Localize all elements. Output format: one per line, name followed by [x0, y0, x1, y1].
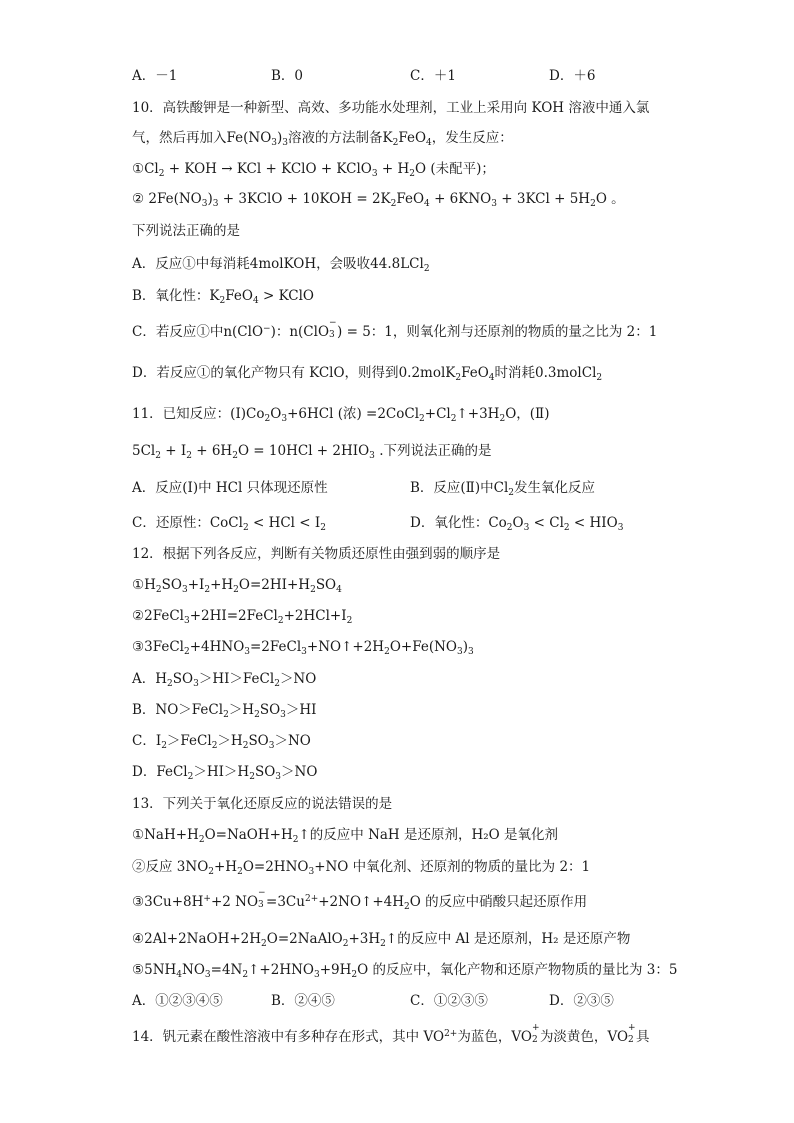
q13-option-b: B．②④⑤ — [271, 993, 335, 1009]
q12-reaction-2: $②2FeCl_3+2HI=2FeCl_2+2HCl+I_2$ — [132, 608, 353, 626]
q12-option-c: C．$I_2>FeCl_2>H_2SO_3>NO$ — [132, 733, 311, 751]
q11-stem-line2: $5Cl_2 + I_2 + 6H_2O = 10HCl + 2HIO_3$ .下列说法正确的是 — [132, 443, 492, 461]
q10-option-a: A．反应①中每消耗4molKOH，会吸收44.8LCl$_2$ — [132, 256, 430, 274]
q12-option-b: B．$NO>FeCl_2>H_2SO_3>HI$ — [132, 702, 317, 720]
q10-option-c: C．若反应①中n(ClO−)：n(ClO − 3 ) = 5：1，则氧化剂与还原剂的物质的量之比为 2：1 — [132, 318, 658, 340]
q11-option-a: A．反应(Ⅰ)中 HCl 只体现还原性 — [132, 480, 328, 496]
q12-stem: 12．根据下列各反应，判断有关物质还原性由强到弱的顺序是 — [132, 546, 501, 562]
q11-option-b: B．反应(Ⅱ)中$Cl_2$发生氧化反应 — [410, 480, 596, 498]
q10-reaction-1: $①Cl_2$ + KOH → KCl + KClO + KClO$_3$ + $H_2O$ (未配平)； — [132, 161, 495, 179]
q10-option-b: B．氧化性：$K_2FeO_4$ > KClO — [132, 288, 315, 306]
q12-reaction-3: $③3FeCl_2+4HNO_3=2FeCl_3+NO↑+2H_2O+Fe(NO_3)_3$ — [132, 639, 474, 657]
q9-option-b: B．0 — [271, 68, 304, 84]
q11-stem-line1: 11．已知反应：$(Ⅰ)Co_2O_3+6HCl$ (浓) $=2CoCl_2+Cl_2↑+3H_2O$，(Ⅱ) — [132, 406, 550, 424]
q13-statement-1: $①NaH+H_2O=NaOH+H_2↑$的反应中 NaH 是还原剂，H₂O 是氧化剂 — [132, 827, 559, 845]
q9-option-d: D．＋6 — [549, 68, 596, 84]
q10-reaction-2: ② $2Fe(NO_3)_3$ + 3KClO + $10KOH = 2K_2FeO_4 + 6KNO_3 + 3KCl + 5H_2O$ 。 — [132, 191, 625, 209]
q13-option-a: A．①②③④⑤ — [132, 993, 223, 1009]
q12-option-a: A．$H_2SO_3>HI>FeCl_2>NO$ — [132, 671, 317, 689]
q9-option-a: A．－1 — [132, 68, 178, 84]
q13-statement-5: $⑤5NH_4NO_3=4N_2↑+2HNO_3+9H_2O$ 的反应中，氧化产物和还原产物物质的量比为 3：5 — [132, 962, 678, 980]
q13-statement-3: ③3Cu+8H++2 NO − 3 $=3Cu^{2+}+2NO↑+4H_2O$ 的反应中硝酸只起还原作用 — [132, 888, 588, 912]
q10-prompt: 下列说法正确的是 — [132, 223, 240, 239]
q11-option-c: C．还原性：CoCl$_2$ < HCl < $I_2$ — [132, 515, 326, 533]
q12-reaction-1: $①H_2SO_3+I_2+H_2O=2HI+H_2SO_4$ — [132, 577, 342, 595]
q9-option-c: C．＋1 — [410, 68, 456, 84]
q11-option-d: D．氧化性：$Co_2O_3 < Cl_2 < HIO_3$ — [410, 515, 624, 533]
q10-option-d: D．若反应①的氧化产物只有 KClO，则得到0.2molK$_2$FeO$_4$时消耗0.3molCl$_2$ — [132, 365, 603, 383]
q13-option-c: C．①②③⑤ — [410, 993, 488, 1009]
q10-stem-line2: 气，然后再加入$Fe(NO_3)_3$溶液的方法制备$K_2FeO_4$，发生反应： — [132, 130, 513, 148]
q14-stem: 14．钒元素在酸性溶液中有多种存在形式，其中 $VO^{2+}$为蓝色，VO + 2 为淡黄色，VO + 2 具 — [132, 1023, 650, 1045]
q10-stem-line1: 10．高铁酸钾是一种新型、高效、多功能水处理剂，工业上采用向 KOH 溶液中通入氯 — [132, 100, 650, 116]
q13-statement-4: $④2Al+2NaOH+2H_2O=2NaAlO_2+3H_2↑$的反应中 Al 是还原剂，H₂ 是还原产物 — [132, 931, 631, 949]
q13-statement-2: ②反应 $3NO_2+H_2O=2HNO_3+NO$ 中氧化剂、还原剂的物质的量比为 2：1 — [132, 859, 591, 877]
q12-option-d: D．$FeCl_2>HI>H_2SO_3>NO$ — [132, 764, 318, 782]
q13-option-d: D．②③⑤ — [549, 993, 614, 1009]
q13-stem: 13．下列关于氧化还原反应的说法错误的是 — [132, 796, 393, 812]
